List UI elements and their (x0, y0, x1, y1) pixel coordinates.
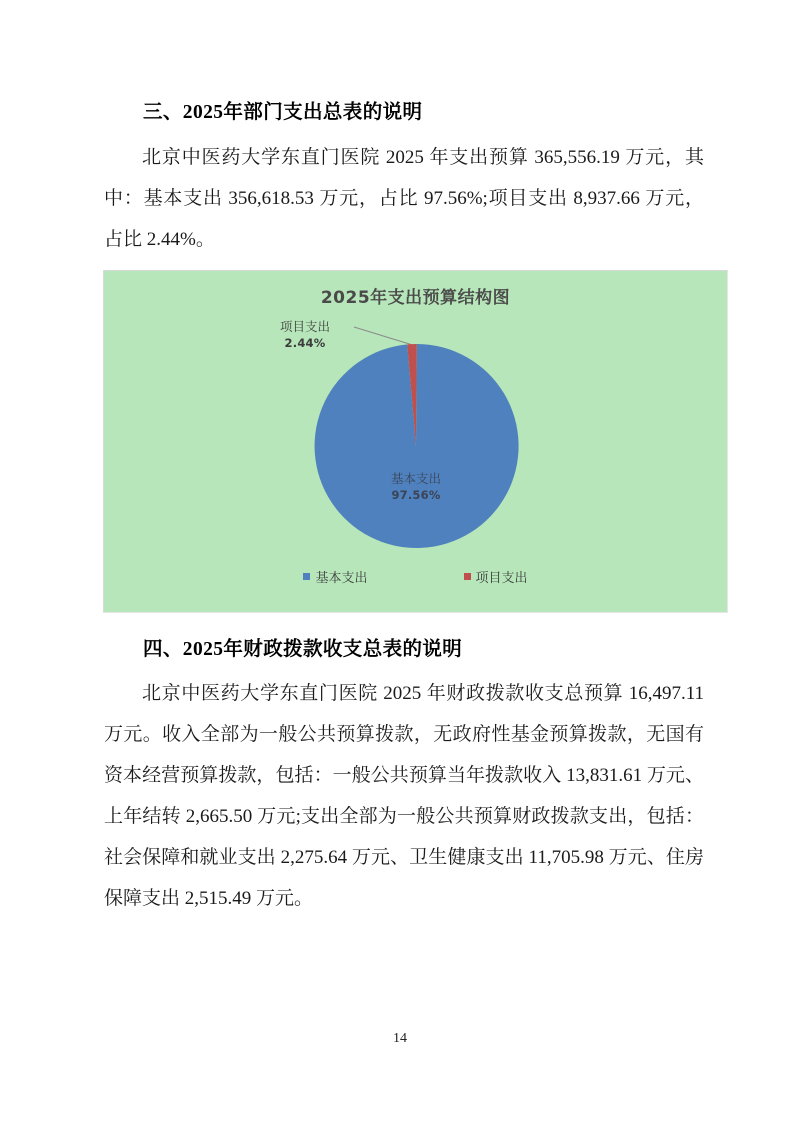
document-body-section-4 (104, 633, 704, 919)
inner-category-name: 基本支出 (390, 472, 441, 486)
legend-swatch-icon-basic (303, 573, 310, 580)
chart-title: 2025年支出预算结构图 (320, 288, 511, 308)
section-heading-4: 四、2025年财政拨款收支总表的说明 (143, 639, 463, 660)
legend-label-basic: 基本支出 (315, 570, 368, 585)
pie-chart-canvas (104, 271, 729, 614)
inner-label-basic-expenditure (366, 471, 466, 503)
expenditure-structure-chart (103, 270, 728, 613)
inner-percent-value: 97.56% (391, 488, 441, 502)
callout-percent-value: 2.44% (284, 336, 326, 350)
legend-item-project-expenditure (464, 567, 528, 586)
legend-item-basic-expenditure (303, 567, 367, 586)
pie-slice-basic-expenditure (315, 344, 519, 548)
section-paragraph-4: 北京中医药大学东直门医院 2025 年财政拨款收支总预算 16,497.11 万元。收入全部为一般公共预算拨款，无政府性基金预算拨款，无国有资本经营预算拨款，包括：一般公共预算当年拨款收入 13,831.61 万元、上年结转 2,665.50 万元;支出全部为一般公共预算财政拨款支出，包括：社会保障和就业支出 2,275.64 万元、卫生健康支出 11,705.98 万元、住房保障支出 2,515.49 万元。 (104, 683, 704, 909)
chart-legend (104, 567, 727, 586)
legend-label-project: 项目支出 (475, 570, 528, 585)
callout-label-project-expenditure (259, 319, 351, 351)
section-paragraph-3: 北京中医药大学东直门医院 2025 年支出预算 365,556.19 万元，其中：基本支出 356,618.53 万元，占比 97.56%;项目支出 8,937.66 万元，占比 2.44%。 (104, 147, 704, 250)
section-heading-3: 三、2025年部门支出总表的说明 (143, 102, 423, 123)
callout-leader-line (354, 327, 416, 346)
legend-swatch-icon-project (464, 573, 471, 580)
callout-category-name: 项目支出 (279, 320, 330, 334)
page-number: 14 (393, 1031, 407, 1046)
document-body (104, 96, 704, 260)
